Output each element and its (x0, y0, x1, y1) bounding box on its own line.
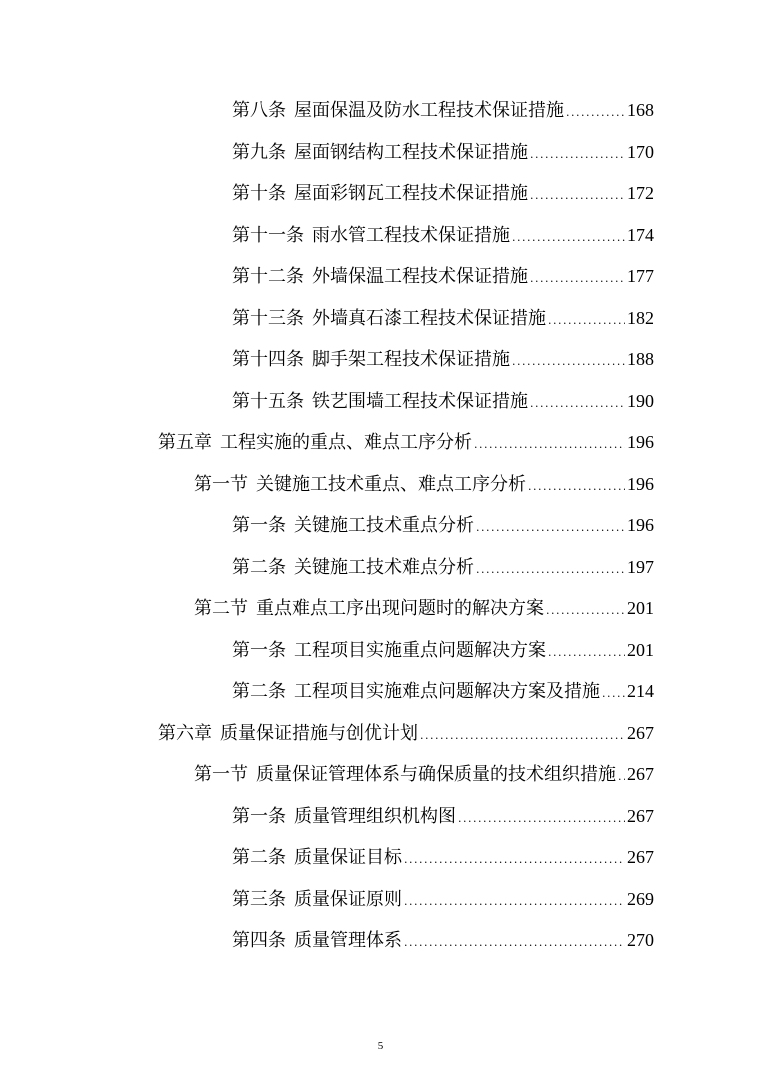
toc-entry-page: 182 (627, 308, 654, 328)
toc-entry-page: 172 (627, 183, 654, 203)
dot-leader (404, 929, 625, 957)
toc-entry-title: 工程实施的重点、难点工序分析 (220, 432, 472, 453)
toc-entry-title: 质量管理组织机构图 (294, 806, 456, 827)
toc-entry-label: 第一条 (232, 640, 286, 661)
toc-entry-label: 第二节 (194, 598, 248, 619)
toc-entry[interactable] (232, 926, 654, 954)
toc-entry[interactable] (232, 553, 654, 581)
toc-entry-title: 重点难点工序出现问题时的解决方案 (256, 598, 544, 619)
dot-leader (546, 597, 625, 625)
dot-leader (404, 888, 625, 916)
toc-entry[interactable] (232, 387, 654, 415)
toc-entry-title: 关键施工技术重点分析 (294, 515, 474, 536)
toc-entry-label: 第八条 (232, 100, 286, 121)
dot-leader (602, 680, 625, 708)
toc-entry-page: 197 (627, 557, 654, 577)
toc-entry-label: 第十二条 (232, 266, 304, 287)
toc-entry-page: 196 (627, 432, 654, 452)
toc-entry-title: 外墙保温工程技术保证措施 (312, 266, 528, 287)
toc-entry-title: 屋面彩钢瓦工程技术保证措施 (294, 183, 528, 204)
toc-entry[interactable] (194, 594, 654, 622)
toc-entry-page: 188 (627, 349, 654, 369)
toc-entry-title: 工程项目实施重点问题解决方案 (294, 640, 546, 661)
toc-entry[interactable] (232, 345, 654, 373)
toc-entry-label: 第四条 (232, 930, 286, 951)
toc-entry-label: 第一条 (232, 515, 286, 536)
toc-entry-page: 270 (627, 930, 654, 950)
dot-leader (548, 639, 625, 667)
toc-entry[interactable] (232, 885, 654, 913)
dot-leader (420, 722, 625, 750)
toc-entry-title: 脚手架工程技术保证措施 (312, 349, 510, 370)
toc-entry-title: 关键施工技术重点、难点工序分析 (256, 474, 526, 495)
toc-entry-label: 第一节 (194, 764, 248, 785)
dot-leader (512, 224, 625, 252)
toc-entry-label: 第十五条 (232, 391, 304, 412)
toc-entry[interactable] (232, 511, 654, 539)
dot-leader (512, 348, 625, 376)
toc-entry[interactable] (232, 802, 654, 830)
toc-entry-page: 201 (627, 598, 654, 618)
toc-entry[interactable] (232, 138, 654, 166)
dot-leader (530, 390, 625, 418)
dot-leader (530, 265, 625, 293)
toc-entry-label: 第二条 (232, 557, 286, 578)
dot-leader (530, 141, 625, 169)
toc-entry[interactable] (232, 179, 654, 207)
toc-entry-title: 屋面钢结构工程技术保证措施 (294, 142, 528, 163)
toc-entry[interactable] (232, 843, 654, 871)
toc-entry-page: 196 (627, 515, 654, 535)
dot-leader (528, 473, 625, 501)
toc-entry-label: 第一条 (232, 806, 286, 827)
dot-leader (404, 846, 625, 874)
toc-entry-title: 质量保证措施与创优计划 (220, 723, 418, 744)
dot-leader (474, 431, 625, 459)
toc-entry-page: 267 (627, 806, 654, 826)
toc-entry-page: 267 (627, 764, 654, 784)
toc-entry-title: 工程项目实施难点问题解决方案及措施 (294, 681, 600, 702)
toc-entry-page: 170 (627, 142, 654, 162)
dot-leader (476, 514, 625, 542)
toc-entry[interactable] (232, 221, 654, 249)
toc-entry[interactable] (158, 428, 654, 456)
toc-entry-label: 第九条 (232, 142, 286, 163)
toc-entry-page: 269 (627, 889, 654, 909)
toc-entry-label: 第十条 (232, 183, 286, 204)
toc-entry[interactable] (232, 262, 654, 290)
dot-leader (548, 307, 625, 335)
toc-entry-label: 第六章 (158, 723, 212, 744)
toc-entry-page: 267 (627, 723, 654, 743)
toc-entry-label: 第十三条 (232, 308, 304, 329)
toc-entry-label: 第十四条 (232, 349, 304, 370)
toc-entry-title: 外墙真石漆工程技术保证措施 (312, 308, 546, 329)
toc-entry-title: 铁艺围墙工程技术保证措施 (312, 391, 528, 412)
toc-entry[interactable] (232, 96, 654, 124)
toc-entry-label: 第五章 (158, 432, 212, 453)
dot-leader (566, 99, 625, 127)
toc-entry-label: 第二条 (232, 681, 286, 702)
toc-entry[interactable] (194, 760, 654, 788)
toc-entry-page: 201 (627, 640, 654, 660)
toc-entry-page: 168 (627, 100, 654, 120)
toc-entry-label: 第十一条 (232, 225, 304, 246)
toc-entry-page: 177 (627, 266, 654, 286)
dot-leader (458, 805, 625, 833)
toc-entry-page: 174 (627, 225, 654, 245)
toc-entry[interactable] (232, 304, 654, 332)
toc-entry-title: 质量保证目标 (294, 847, 402, 868)
toc-entry-page: 214 (627, 681, 654, 701)
toc-entry-title: 质量保证原则 (294, 889, 402, 910)
toc-entry[interactable] (232, 636, 654, 664)
toc-entry-page: 196 (627, 474, 654, 494)
toc-entry[interactable] (194, 470, 654, 498)
toc-entry-label: 第一节 (194, 474, 248, 495)
toc-entry-title: 关键施工技术难点分析 (294, 557, 474, 578)
toc-entry-page: 190 (627, 391, 654, 411)
page-number: 5 (377, 1040, 384, 1052)
dot-leader (530, 182, 625, 210)
toc-entry-title: 质量保证管理体系与确保质量的技术组织措施 (256, 764, 616, 785)
toc-entry-title: 雨水管工程技术保证措施 (312, 225, 510, 246)
toc-entry-label: 第三条 (232, 889, 286, 910)
toc-entry-title: 屋面保温及防水工程技术保证措施 (294, 100, 564, 121)
dot-leader (476, 556, 625, 584)
toc-entry-page: 267 (627, 847, 654, 867)
toc-entry-title: 质量管理体系 (294, 930, 402, 951)
toc-entry[interactable] (232, 677, 654, 705)
toc-entry[interactable] (158, 719, 654, 747)
toc-entry-label: 第二条 (232, 847, 286, 868)
dot-leader (618, 763, 625, 791)
